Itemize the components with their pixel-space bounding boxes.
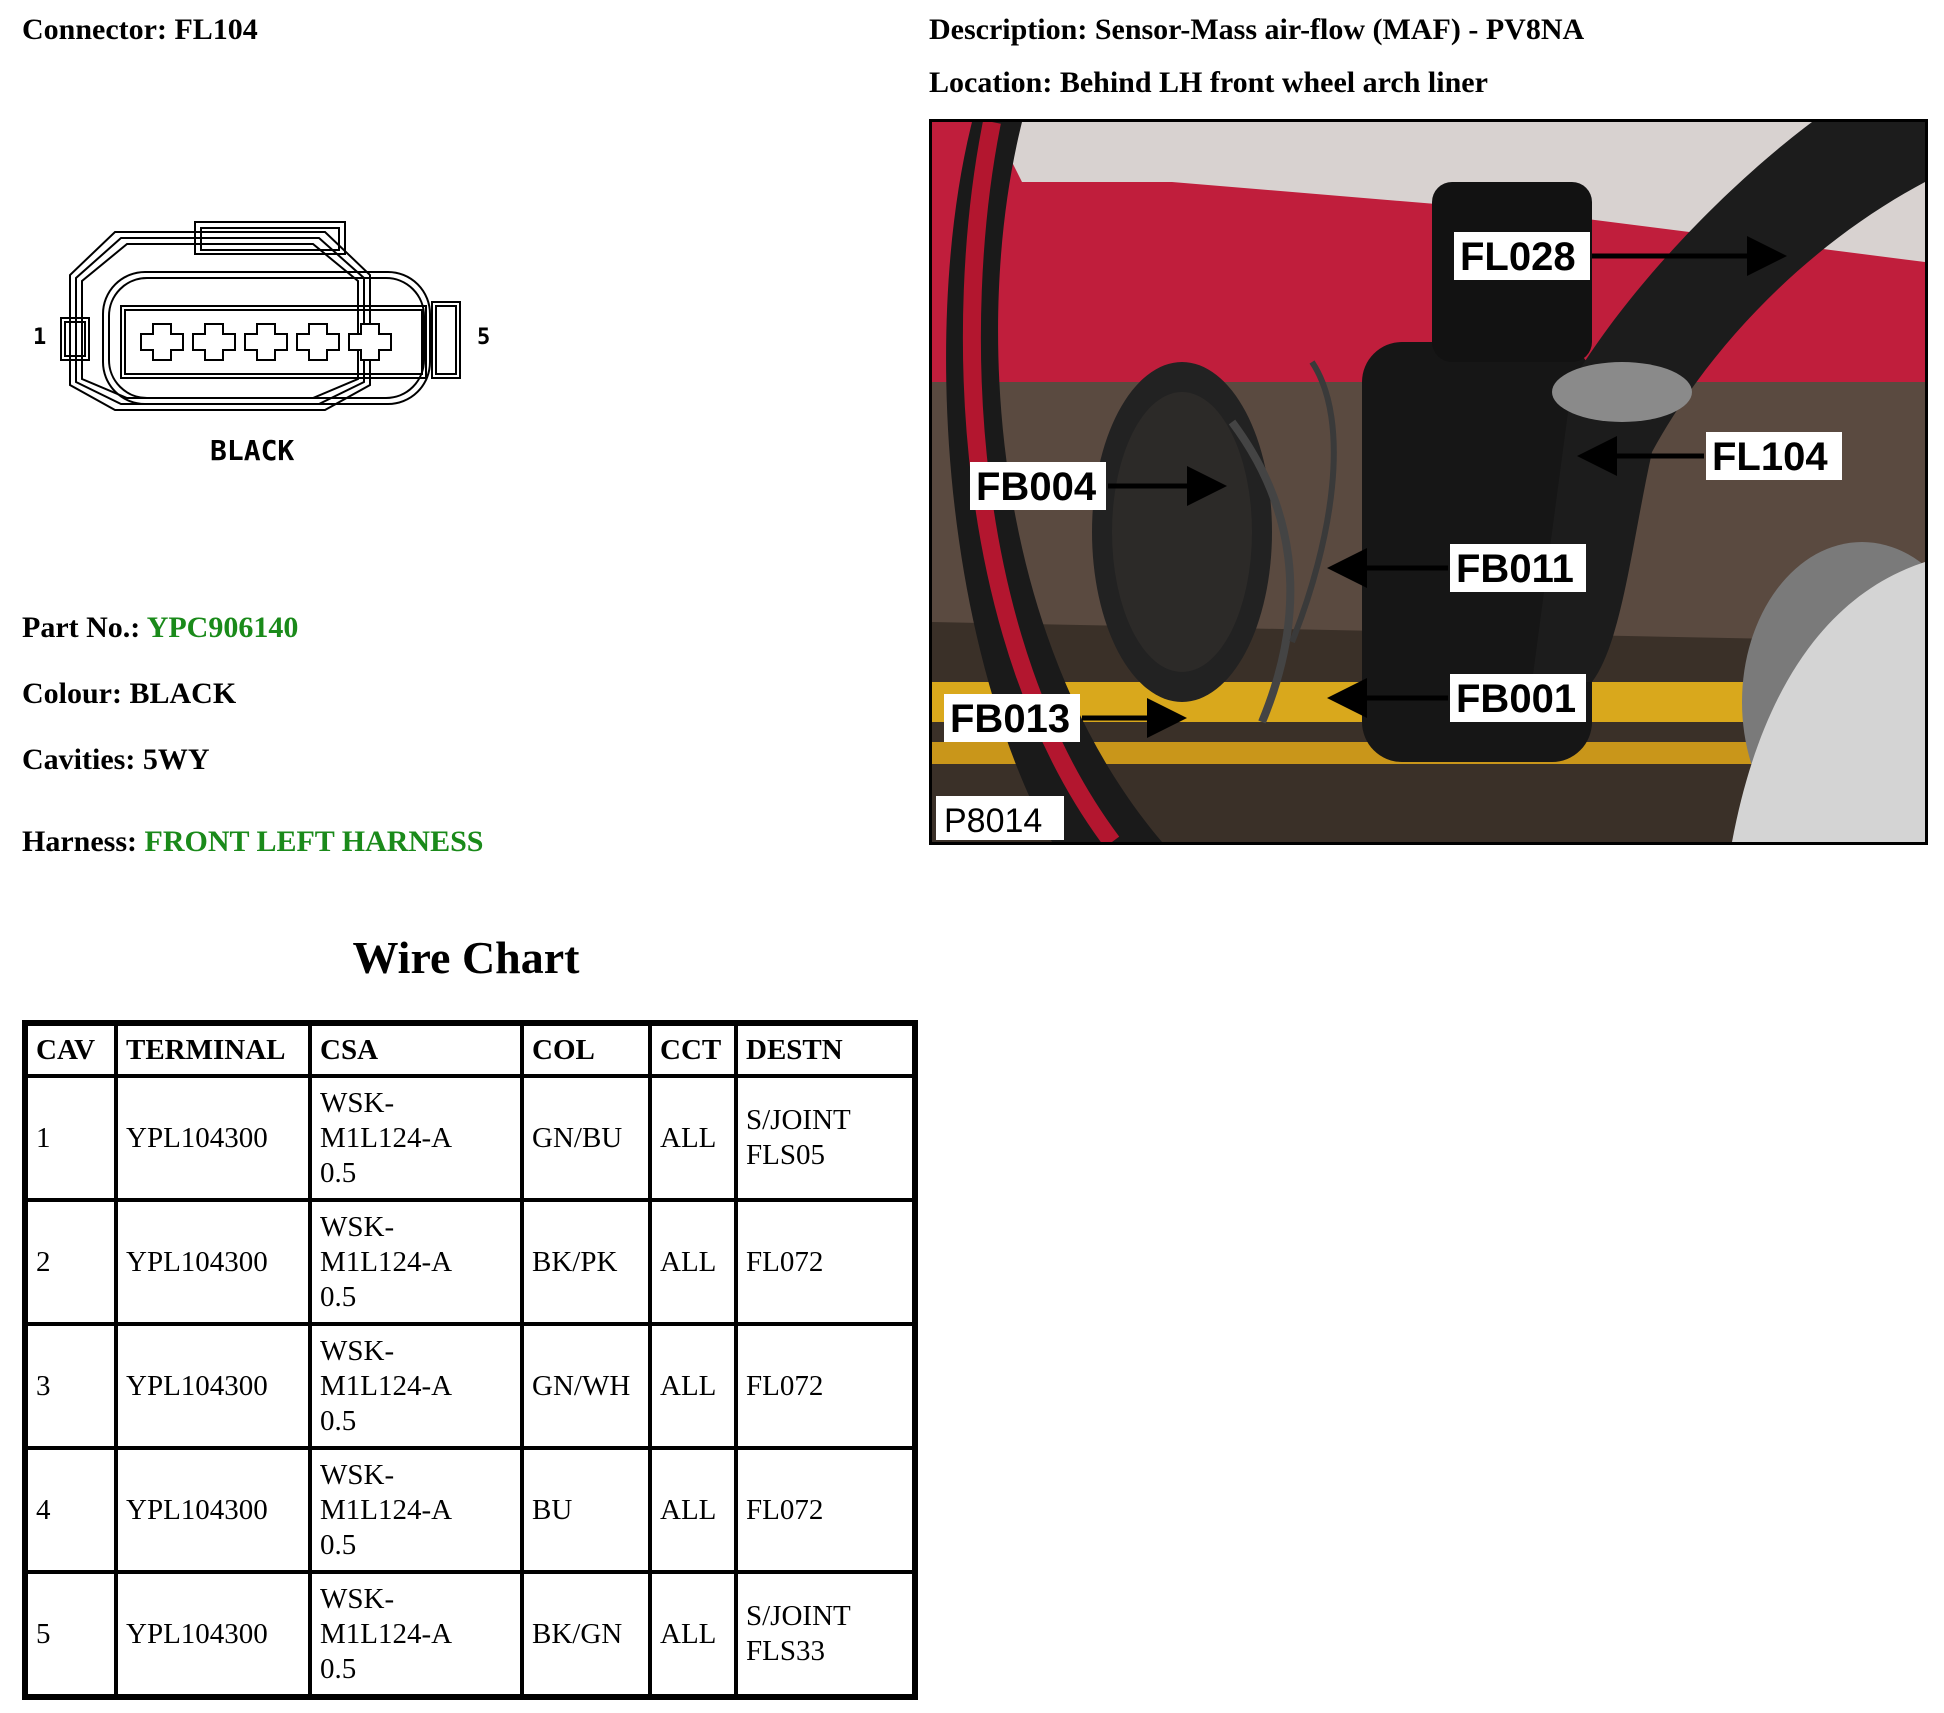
terminal-cell: YPL104300 [116, 1324, 310, 1448]
header-terminal: TERMINAL [116, 1024, 310, 1076]
destn-cell [736, 1448, 914, 1572]
csa-line: M1L124-A [320, 1121, 453, 1154]
location-value: Behind LH front wheel arch liner [1059, 66, 1488, 99]
csa-cell [310, 1076, 522, 1200]
csa-line: 0.5 [320, 1280, 357, 1313]
csa-cell [310, 1324, 522, 1448]
table-row [26, 1448, 914, 1572]
cav-cell: 2 [26, 1200, 116, 1324]
csa-line: M1L124-A [320, 1493, 453, 1526]
destn-cell [736, 1076, 914, 1200]
table-header-row [26, 1024, 914, 1076]
connector-diagram [25, 220, 505, 480]
colour-row [22, 676, 236, 712]
header-col: COL [522, 1024, 650, 1076]
csa-cell [310, 1572, 522, 1696]
callout-fl028: FL028 [1460, 235, 1576, 279]
harness-link[interactable]: FRONT LEFT HARNESS [144, 825, 484, 858]
destn-line: S/JOINT [746, 1104, 851, 1136]
location-heading [929, 65, 1488, 101]
header-cct: CCT [650, 1024, 736, 1076]
destn-cell [736, 1572, 914, 1696]
callout-fb001: FB001 [1456, 677, 1577, 721]
cavities-row [22, 742, 209, 778]
csa-line: M1L124-A [320, 1617, 453, 1650]
connector-heading [22, 12, 258, 48]
cav-cell: 5 [26, 1572, 116, 1696]
wire-chart-title: Wire Chart [352, 932, 580, 983]
csa-cell [310, 1200, 522, 1324]
destn-line: FL072 [746, 1493, 824, 1526]
header-csa: CSA [310, 1024, 522, 1076]
csa-line: 0.5 [320, 1528, 357, 1561]
callout-fb013: FB013 [950, 697, 1071, 741]
cct-cell: ALL [650, 1448, 736, 1572]
part-number-link[interactable]: YPC906140 [146, 611, 299, 644]
csa-line: WSK- [320, 1582, 395, 1615]
connector-drawing [25, 220, 505, 480]
callout-fl104: FL104 [1712, 435, 1828, 479]
destn-line: FLS05 [746, 1139, 825, 1171]
destn-line: FL072 [746, 1369, 824, 1402]
cct-cell: ALL [650, 1076, 736, 1200]
callout-fb011: FB011 [1456, 547, 1574, 591]
destn-cell [736, 1200, 914, 1324]
cav-cell: 4 [26, 1448, 116, 1572]
cav-cell: 1 [26, 1076, 116, 1200]
col-cell: BU [522, 1448, 650, 1572]
col-cell: BK/PK [522, 1200, 650, 1324]
terminal-cell: YPL104300 [116, 1448, 310, 1572]
col-cell: GN/BU [522, 1076, 650, 1200]
callout-fb004: FB004 [976, 465, 1097, 509]
pin-5-label: 5 [477, 325, 491, 350]
connector-label: Connector: [22, 13, 167, 46]
header-destn: DESTN [736, 1024, 914, 1076]
csa-line: WSK- [320, 1210, 395, 1243]
table-row [26, 1572, 914, 1696]
terminal-cell: YPL104300 [116, 1200, 310, 1324]
pin-1-label: 1 [33, 325, 47, 350]
table-row [26, 1076, 914, 1200]
colour-value: BLACK [129, 677, 237, 710]
csa-line: WSK- [320, 1458, 395, 1491]
terminal-cell: YPL104300 [116, 1572, 310, 1696]
cct-cell: ALL [650, 1572, 736, 1696]
diagram-colour-label: BLACK [210, 434, 295, 467]
table-row [26, 1200, 914, 1324]
csa-line: M1L124-A [320, 1245, 453, 1278]
description-label: Description: [929, 13, 1088, 46]
cavities-value: 5WY [142, 743, 210, 776]
csa-line: 0.5 [320, 1652, 357, 1685]
harness-row [22, 824, 483, 860]
table-row [26, 1324, 914, 1448]
part-number-row [22, 610, 298, 646]
csa-line: 0.5 [320, 1404, 357, 1437]
connector-value: FL104 [174, 13, 258, 46]
destn-line: FLS33 [746, 1635, 825, 1667]
csa-line: 0.5 [320, 1156, 357, 1189]
cct-cell: ALL [650, 1324, 736, 1448]
csa-line: M1L124-A [320, 1369, 453, 1402]
col-cell: BK/GN [522, 1572, 650, 1696]
cav-cell: 3 [26, 1324, 116, 1448]
destn-cell [736, 1324, 914, 1448]
terminal-cell: YPL104300 [116, 1076, 310, 1200]
header-cav: CAV [26, 1024, 116, 1076]
destn-line: FL072 [746, 1245, 824, 1278]
photo-illustration [932, 122, 1925, 842]
destn-line: S/JOINT [746, 1600, 851, 1632]
photo-reference: P8014 [944, 802, 1043, 840]
csa-cell [310, 1448, 522, 1572]
part-label: Part No.: [22, 611, 141, 644]
harness-label: Harness: [22, 825, 137, 858]
cavities-label: Cavities: [22, 743, 136, 776]
csa-line: WSK- [320, 1334, 395, 1367]
location-label: Location: [929, 66, 1053, 99]
location-photo [929, 119, 1928, 845]
colour-label: Colour: [22, 677, 122, 710]
cct-cell: ALL [650, 1200, 736, 1324]
description-heading [929, 12, 1584, 48]
col-cell: GN/WH [522, 1324, 650, 1448]
description-value: Sensor-Mass air-flow (MAF) - PV8NA [1094, 13, 1585, 46]
csa-line: WSK- [320, 1086, 395, 1119]
wire-chart-table [22, 1020, 918, 1700]
